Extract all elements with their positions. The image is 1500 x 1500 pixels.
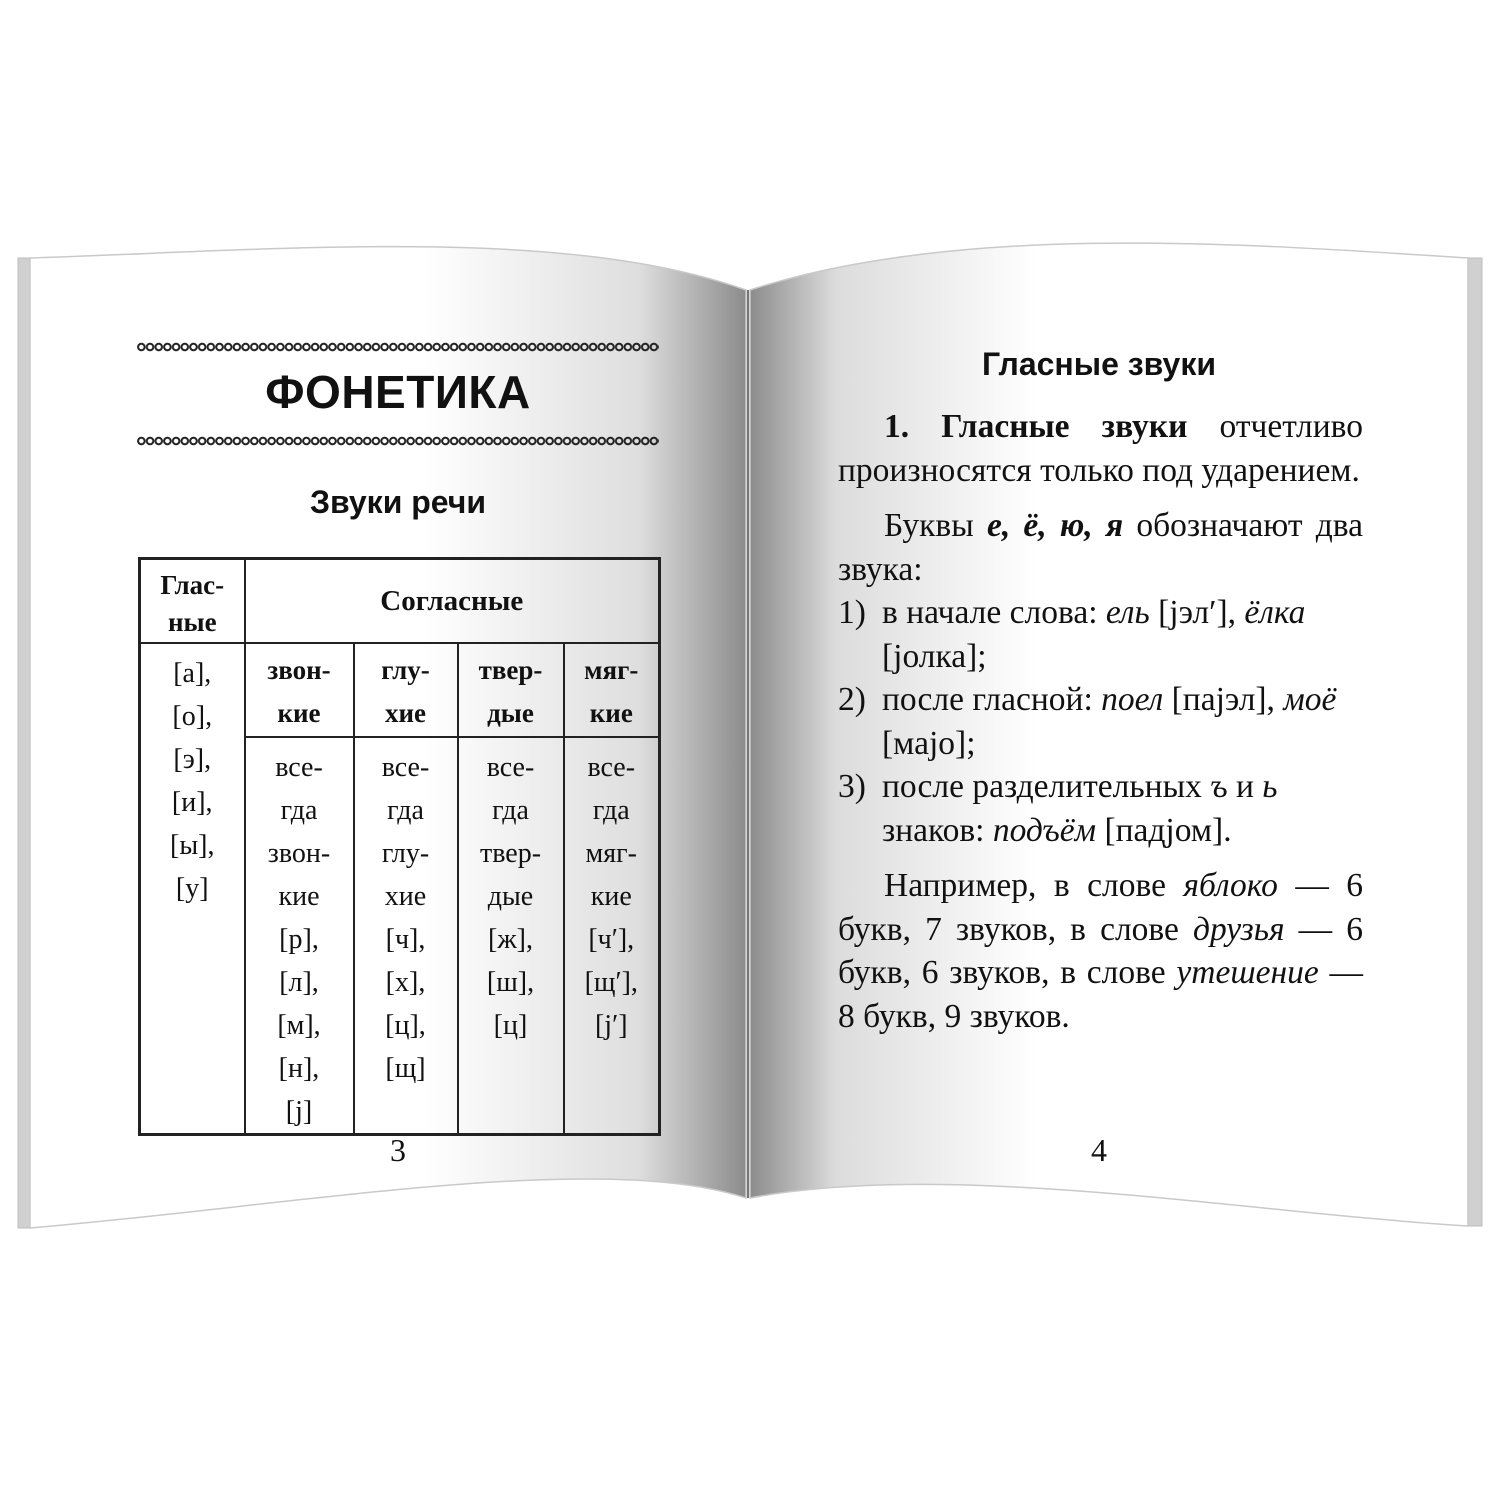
header-line: твер- [478, 655, 543, 685]
vowels-header [140, 559, 245, 644]
hard-column [458, 737, 564, 1135]
example-word: ель [1105, 594, 1150, 631]
transcription: [падjом]. [1096, 811, 1232, 849]
voiced-column [245, 737, 354, 1135]
list-text-part: после разделительных [882, 768, 1211, 805]
example-word: друзья [1193, 910, 1285, 948]
cell-line: мяг- [585, 838, 637, 869]
ornament-border-bottom [137, 434, 659, 448]
cell-line: гда [492, 795, 529, 826]
cell-line: [j] [285, 1096, 313, 1127]
list-text [882, 765, 1363, 852]
cell-line: [щ] [385, 1053, 426, 1084]
right-page-body [838, 405, 1363, 1038]
example-text: — 6 букв, 6 звуков, в слове [838, 910, 1364, 991]
list-number: 3) [838, 768, 866, 805]
list-number: 2) [838, 681, 866, 718]
example-word: утешение [1176, 954, 1319, 991]
cell-line: все- [275, 752, 323, 783]
header-line: звон- [267, 655, 331, 685]
list-text [882, 678, 1363, 765]
voiced-header [245, 643, 354, 737]
hard-header [458, 643, 564, 737]
transcription: [jолка]; [882, 637, 987, 675]
cell-line: гда [280, 795, 318, 826]
vowel-sound: [а], [173, 658, 212, 689]
list-item [838, 678, 1363, 765]
cell-line: [л], [279, 967, 319, 998]
cell-line: [н], [278, 1053, 320, 1084]
cell-line: гда [387, 795, 424, 826]
letters-paragraph [838, 504, 1363, 591]
cell-line: [х], [385, 967, 426, 998]
cell-line: звон- [267, 838, 331, 869]
cell-line: [j′] [594, 1010, 628, 1041]
cell-line: все- [587, 752, 636, 783]
list-text-part: и [1227, 768, 1263, 805]
soft-column [564, 737, 660, 1135]
list-text-part: после гласной: [882, 681, 1102, 718]
page-number-right: 4 [1091, 1132, 1107, 1168]
transcription: [jэл′], [1149, 594, 1245, 631]
header-line: кие [589, 698, 633, 728]
cell-line: [ч], [385, 924, 426, 955]
ornament-border-top [137, 340, 659, 354]
cell-line: кие [590, 881, 632, 912]
example-word: поел [1101, 681, 1164, 718]
section-subtitle: Звуки речи [309, 484, 487, 520]
rule-heading: 1. Гласные звуки [884, 408, 1188, 445]
cell-line: кие [278, 881, 320, 912]
letters-text-before: Буквы [884, 507, 987, 544]
list-text-part: в начале слова: [882, 594, 1106, 631]
example-text: Например, в слове [884, 867, 1184, 904]
letters-text-after: обозначают два звука: [838, 507, 1363, 588]
consonants-header: Согласные [245, 559, 660, 644]
list-item [838, 765, 1363, 852]
cell-line: [щ′], [584, 967, 638, 998]
voiceless-header [354, 643, 458, 737]
example-word: ёлка [1244, 594, 1306, 631]
cell-line: [м], [277, 1010, 321, 1041]
example-text: — 8 букв, 9 звуков. [838, 954, 1364, 1035]
transcription: [пajэл], [1163, 681, 1284, 718]
cell-line: хие [384, 881, 427, 912]
list-text-part: знаков: [882, 811, 993, 849]
vowel-sound: [у] [175, 873, 209, 904]
right-page-title: Гласные звуки [981, 346, 1217, 382]
vowels-header-line: Глас- [160, 570, 225, 600]
header-line: кие [277, 698, 321, 728]
vowel-sound: [э], [173, 744, 212, 775]
sign-letter: ь [1262, 768, 1278, 805]
sign-letter: ъ [1210, 768, 1228, 805]
right-page-stack [1468, 258, 1482, 1226]
cell-line: [ц] [493, 1010, 528, 1041]
list-text [882, 591, 1363, 678]
cell-line: дые [487, 881, 534, 912]
vowel-sound: [ы], [170, 830, 215, 861]
cell-line: [ж], [488, 924, 533, 955]
list-number: 1) [838, 594, 866, 631]
cell-line: гда [592, 795, 630, 826]
letters-list: е, ё, ю, я [986, 507, 1124, 544]
example-word: яблоко [1183, 867, 1278, 904]
cell-line: все- [486, 752, 535, 783]
soft-header [564, 643, 660, 737]
header-line: глу- [381, 655, 430, 685]
example-word: подъём [992, 811, 1097, 849]
section-title: ФОНЕТИКА [265, 366, 531, 418]
vowel-sound: [и], [171, 787, 213, 818]
rule-text: отчетливо произносятся только под ударением. [838, 408, 1363, 489]
rule-paragraph [838, 405, 1363, 492]
page-number-left: 3 [390, 1132, 406, 1168]
vowels-cell [140, 643, 245, 1135]
header-line: дые [487, 698, 534, 728]
example-word: моё [1283, 681, 1337, 718]
vowels-header-line: ные [167, 607, 217, 637]
header-line: хие [384, 698, 427, 728]
transcription: [маjо]; [882, 724, 976, 762]
cell-line: [ч′], [588, 924, 635, 955]
vowel-sound: [о], [172, 701, 213, 732]
list-item [838, 591, 1363, 678]
example-paragraph [838, 864, 1363, 1038]
cell-line: твер- [479, 838, 542, 869]
cell-line: глу- [381, 838, 430, 869]
left-page-stack [18, 258, 30, 1228]
cell-line: все- [381, 752, 430, 783]
header-line: мяг- [584, 655, 639, 685]
cell-line: [ш], [486, 967, 535, 998]
cell-line: [р], [279, 924, 319, 955]
cell-line: [ц], [385, 1010, 426, 1041]
speech-sounds-table [138, 557, 661, 1136]
voiceless-column [354, 737, 458, 1135]
example-text: — 6 букв, 7 звуков, в слове [838, 867, 1363, 948]
